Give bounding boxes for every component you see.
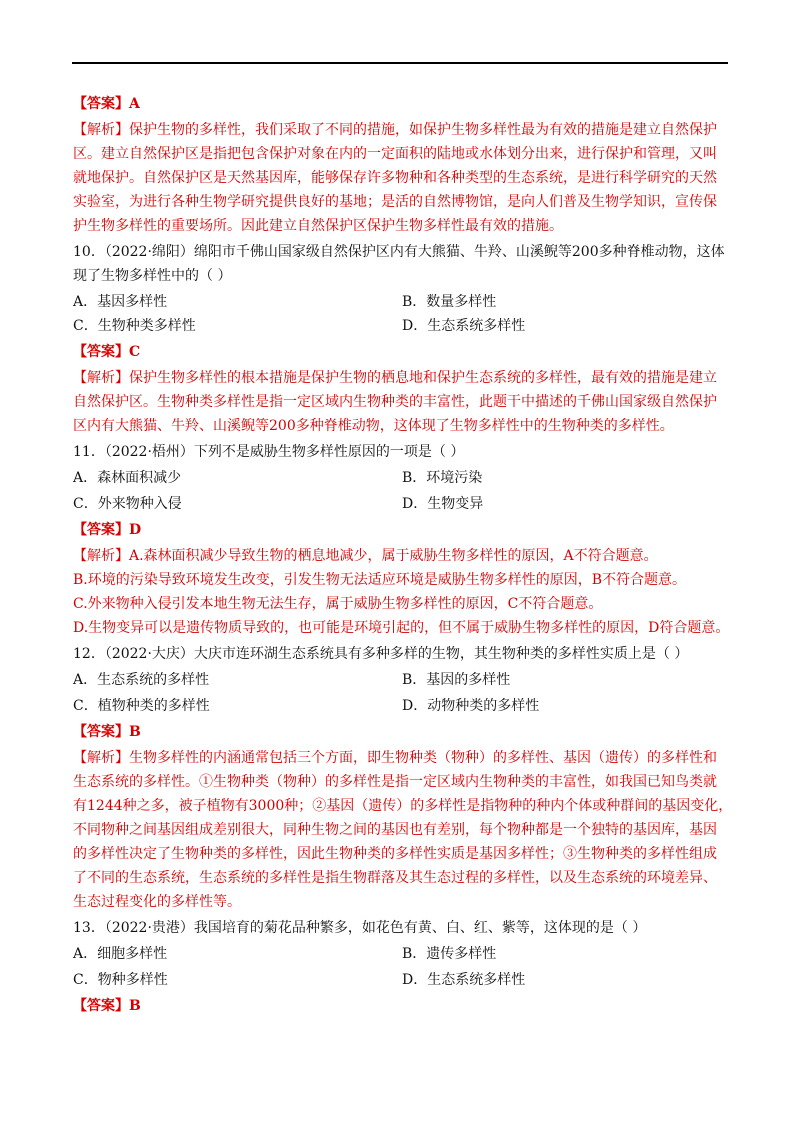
option-12-c: C．植物种类的多样性 — [73, 698, 210, 714]
option-12-b: B．基因的多样性 — [402, 672, 511, 688]
option-10-a: A．基因多样性 — [73, 294, 168, 310]
analysis-q12-line: 有1244种之多，被子植物有3000种；②基因（遗传）的多样性是指物种的种内个体或种群间的基因变化， — [73, 798, 733, 814]
analysis-q10-line: 区内有大熊猫、牛羚、山溪鲵等200多种脊椎动物，这体现了生物多样性中的生物种类的多样性。 — [73, 418, 674, 434]
option-10-b: B．数量多样性 — [402, 294, 497, 310]
analysis-q10-line: 【解析】保护生物多样性的根本措施是保护生物的栖息地和保护生态系统的多样性，最有效的措施是建立 — [73, 370, 717, 386]
analysis-q12-line: 的多样性决定了生物种类的多样性，因此生物种类的多样性实质是基因多样性；③生物种类的多样性组成 — [73, 846, 717, 862]
question-12-stem: 12．（2022·大庆）大庆市连环湖生态系统具有多种多样的生物，其生物种类的多样性实质上是（ ） — [73, 646, 689, 662]
option-13-d: D．生态系统多样性 — [402, 972, 526, 988]
analysis-q12-line: 生态系统的多样性。①生物种类（物种）的多样性是指一定区域内生物种类的丰富性，如我国已知鸟类就 — [73, 774, 717, 790]
header-rule — [72, 62, 728, 64]
analysis-q12-line: 【解析】生物多样性的内涵通常包括三个方面，即生物种类（物种）的多样性、基因（遗传）的多样性和 — [73, 750, 717, 766]
option-13-a: A．细胞多样性 — [73, 946, 168, 962]
answer-q13: 【答案】B — [73, 998, 141, 1014]
option-13-c: C．物种多样性 — [73, 972, 168, 988]
analysis-q11-line: B.环境的污染导致环境发生改变，引发生物无法适应环境是威胁生物多样性的原因，B不符合题意。 — [73, 572, 687, 588]
analysis-q9-line: 实验室，为进行各种生物学研究提供良好的基地；是活的自然博物馆，是向人们普及生物学知识，宣传保 — [73, 194, 717, 210]
answer-q12: 【答案】B — [73, 724, 141, 740]
option-13-b: B．遗传多样性 — [402, 946, 497, 962]
analysis-q10-line: 自然保护区。生物种类多样性是指一定区域内生物种类的丰富性，此题干中描述的千佛山国家级自然保护 — [73, 394, 717, 410]
question-13-stem: 13．（2022·贵港）我国培育的菊花品种繁多，如花色有黄、白、红、紫等，这体现的是（ ） — [73, 920, 647, 936]
analysis-q9-line: 区。建立自然保护区是指把包含保护对象在内的一定面积的陆地或水体划分出来，进行保护和管理，又叫 — [73, 146, 717, 162]
option-11-b: B．环境污染 — [402, 470, 483, 486]
analysis-q9-line: 就地保护。自然保护区是天然基因库，能够保存许多物种和各种类型的生态系统，是进行科学研究的天然 — [73, 170, 717, 186]
option-10-c: C．生物种类多样性 — [73, 318, 196, 334]
option-11-d: D．生物变异 — [402, 496, 484, 512]
analysis-q12-line: 了不同的生态系统，生态系统的多样性是指生物群落及其生态过程的多样性，以及生态系统的环境差异、 — [73, 870, 717, 886]
analysis-q11-line: D.生物变异可以是遗传物质导致的，也可能是环境引起的，但不属于威胁生物多样性的原因，D符合题意。 — [73, 620, 730, 636]
option-11-c: C．外来物种入侵 — [73, 496, 182, 512]
question-11-stem: 11．（2022·梧州）下列不是威胁生物多样性原因的一项是（ ） — [73, 444, 465, 460]
answer-q9: 【答案】A — [73, 96, 140, 112]
analysis-q12-line: 不同物种之间基因组成差别很大，同种生物之间的基因也有差别，每个物种都是一个独特的基因库，基因 — [73, 822, 717, 838]
analysis-q11-line: 【解析】A.森林面积减少导致生物的栖息地减少，属于威胁生物多样性的原因，A不符合题意。 — [73, 548, 658, 564]
option-12-d: D．动物种类的多样性 — [402, 698, 540, 714]
analysis-q11-line: C.外来物种入侵引发本地生物无法生存，属于威胁生物多样性的原因，C不符合题意。 — [73, 596, 603, 612]
analysis-q12-line: 生态过程变化的多样性等。 — [73, 894, 241, 910]
option-11-a: A．森林面积减少 — [73, 470, 182, 486]
question-10-stem: 现了生物多样性中的（ ） — [73, 268, 232, 284]
analysis-q9-line: 【解析】保护生物的多样性，我们采取了不同的措施，如保护生物多样性最为有效的措施是建立自然保护 — [73, 122, 717, 138]
option-12-a: A．生态系统的多样性 — [73, 672, 210, 688]
option-10-d: D．生态系统多样性 — [402, 318, 526, 334]
answer-q10: 【答案】C — [73, 344, 141, 360]
answer-q11: 【答案】D — [73, 522, 142, 538]
analysis-q9-line: 护生物多样性的重要场所。因此建立自然保护区保护生物多样性最有效的措施。 — [73, 218, 563, 234]
question-10-stem: 10．（2022·绵阳）绵阳市千佛山国家级自然保护区内有大熊猫、牛羚、山溪鲵等200多种脊椎动物，这体 — [73, 244, 725, 260]
